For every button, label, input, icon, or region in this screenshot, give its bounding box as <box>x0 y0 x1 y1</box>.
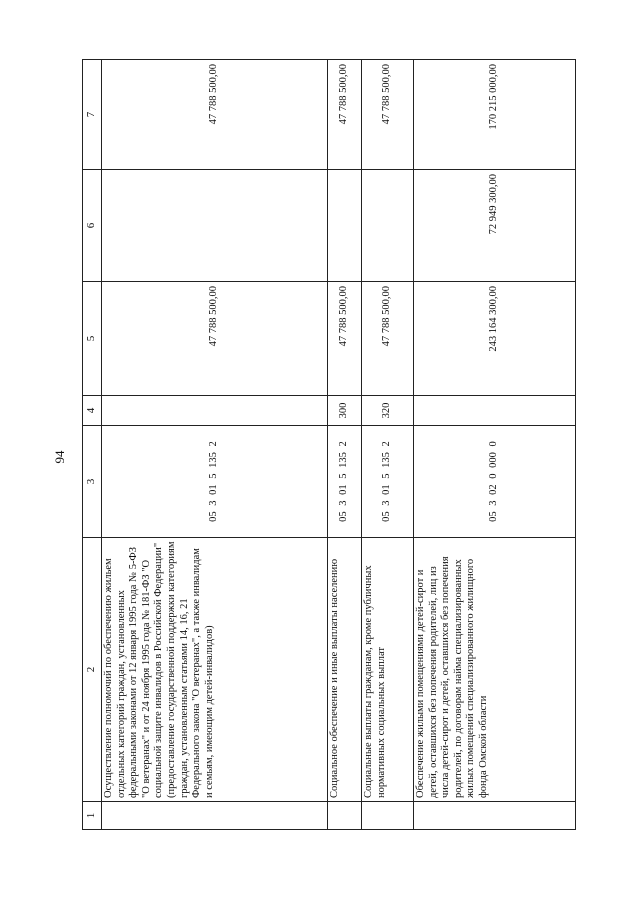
description-cell: Социальное обеспечение и иные выплаты населению <box>328 538 362 802</box>
code-cell: 05 3 01 5 135 2 <box>102 426 328 538</box>
table-row <box>362 60 414 830</box>
amount-cell <box>102 170 328 282</box>
header-col-7: 7 <box>83 60 102 170</box>
amount-cell <box>328 170 362 282</box>
header-col-4: 4 <box>83 396 102 426</box>
header-col-1: 1 <box>83 802 102 830</box>
header-col-3: 3 <box>83 426 102 538</box>
budget-table-container <box>82 60 574 830</box>
page-number: 94 <box>52 450 67 464</box>
header-col-2: 2 <box>83 538 102 802</box>
amount-cell: 47 788 500,00 <box>362 282 414 396</box>
amount-cell: 47 788 500,00 <box>102 282 328 396</box>
description-cell: Обеспечение жилыми помещениями детей-сирот и детей, оставшихся без попечения родителей, лиц из числа детей-сирот и детей, оставшихся без попечения родителей, по договорам найма специализированных жилых помещений специализированного жилищного фонда Омской области <box>414 538 576 802</box>
table-row <box>102 60 328 830</box>
row-number-cell <box>362 802 414 830</box>
budget-table-rotated <box>82 60 574 830</box>
table-row <box>414 60 576 830</box>
code-cell: 05 3 01 5 135 2 <box>328 426 362 538</box>
description-cell: Осуществление полномочий по обеспечению жильем отдельных категорий граждан, установленных федеральными законами от 12 января 1995 года № 5-ФЗ "О ветеранах" и от 24 ноября 1995 года № 181-ФЗ "О социальной защите инвалидов в Российской Федерации" (предоставление государственной поддержки категориям граждан, установленным статьями 14, 16, 21 Федерального закона "О ветеранах", а также инвалидам и семьям, имеющим детей-инвалидов) <box>102 538 328 802</box>
header-col-6: 6 <box>83 170 102 282</box>
type-cell <box>102 396 328 426</box>
code-cell: 05 3 02 0 000 0 <box>414 426 576 538</box>
header-row <box>83 60 102 830</box>
amount-cell: 47 788 500,00 <box>328 60 362 170</box>
amount-cell: 72 949 300,00 <box>414 170 576 282</box>
amount-cell: 47 788 500,00 <box>102 60 328 170</box>
table-row <box>328 60 362 830</box>
type-cell: 320 <box>362 396 414 426</box>
row-number-cell <box>328 802 362 830</box>
amount-cell: 243 164 300,00 <box>414 282 576 396</box>
amount-cell: 47 788 500,00 <box>362 60 414 170</box>
header-col-5: 5 <box>83 282 102 396</box>
description-cell: Социальные выплаты гражданам, кроме публичных нормативных социальных выплат <box>362 538 414 802</box>
type-cell <box>414 396 576 426</box>
amount-cell <box>362 170 414 282</box>
row-number-cell <box>102 802 328 830</box>
amount-cell: 47 788 500,00 <box>328 282 362 396</box>
amount-cell: 170 215 000,00 <box>414 60 576 170</box>
budget-table <box>82 59 576 830</box>
type-cell: 300 <box>328 396 362 426</box>
code-cell: 05 3 01 5 135 2 <box>362 426 414 538</box>
row-number-cell <box>414 802 576 830</box>
